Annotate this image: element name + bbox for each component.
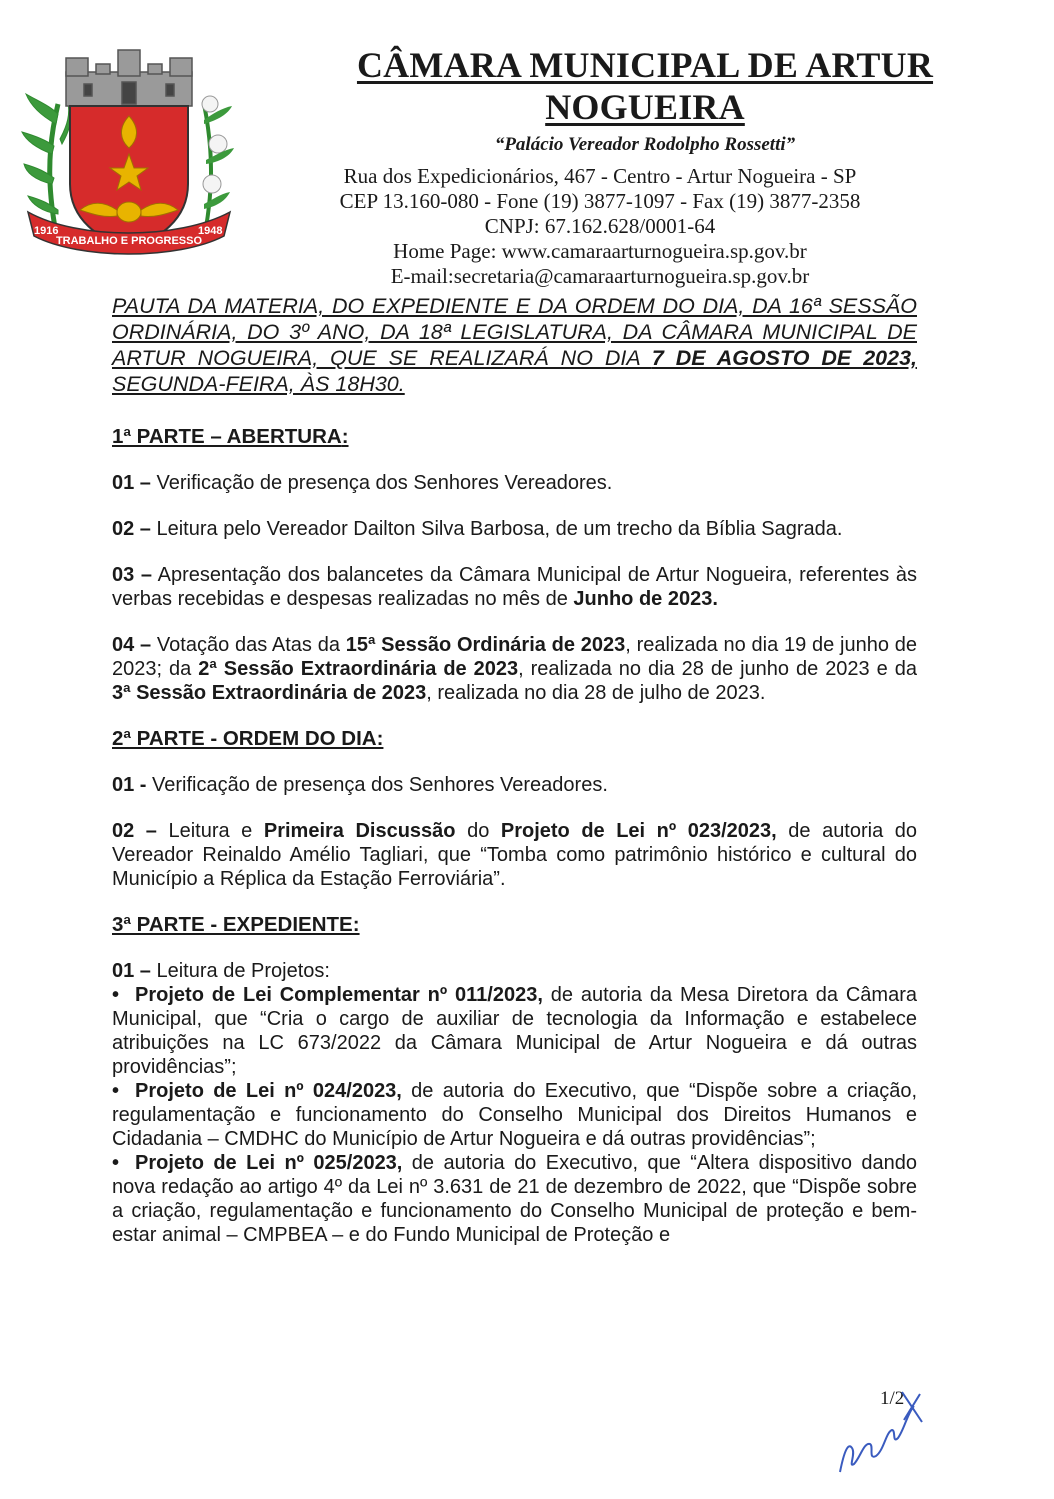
address-line: Rua dos Expedicionários, 467 - Centro - Artur Nogueira - SP: [343, 164, 857, 188]
motto-right-year: 1948: [198, 225, 223, 237]
motto-left-year: 1916: [34, 225, 59, 237]
bullet-icon: •: [112, 984, 120, 1006]
item-number: 03 –: [112, 564, 153, 586]
item-bold-text: Junho de 2023.: [573, 588, 718, 610]
bill-description: de autoria do Executivo, que “Altera dispositivo dando nova redação ao artigo 4º da Lei nº 3.631 de 21 de dezembro de 2022, que “Dispõe sobre a criação, regulamentação e funcionamento do Conselho Municipal de proteção e bem-estar animal – CMPBEA – e do Fundo Municipal de Proteção e: [112, 1152, 917, 1246]
agenda-title-line: PAUTA DA MATERIA, DO EXPEDIENTE E DA ORDEM DO DIA, DA 16ª SESSÃO: [112, 294, 917, 318]
item-number: 01 –: [112, 960, 151, 982]
bill-list-item: [112, 1079, 917, 1151]
part1-heading-colon: :: [341, 425, 349, 448]
part1-heading-text: 1ª PARTE – ABERTURA: [112, 425, 342, 448]
item-bold-text: 3ª Sessão Extraordinária de 2023: [112, 682, 427, 704]
bill-description: de autoria da Mesa Diretora da Câmara Municipal, que “Cria o cargo de auxiliar de tecnologia da Informação e estabelece atribuições na LC 673/2022 da Câmara Municipal de Artur Nogueira e dá outras providências”;: [112, 984, 917, 1078]
agenda-title-text: ARTUR NOGUEIRA, QUE SE REALIZARÁ NO DIA: [112, 346, 652, 370]
bill-list-item: [112, 983, 917, 1079]
item-text: Verificação de presença dos Senhores Vereadores.: [146, 774, 608, 796]
part2-item-1: [112, 773, 917, 797]
item-text: do: [455, 820, 501, 842]
part1-item-4: [112, 633, 917, 705]
bill-description: de autoria do Executivo, que “Dispõe sobre a criação, regulamentação e funcionamento do Conselho Municipal dos Direitos Humanos e Cidadania – CMDHC do Município de Artur Nogueira e dá outras providências”;: [112, 1080, 918, 1150]
item-text: , realizada no dia 28 de junho de 2023 e da: [518, 658, 917, 680]
item-number: 01 -: [112, 774, 147, 796]
part2-item-2: [112, 819, 917, 891]
document-body: [112, 293, 917, 1247]
item-bold-text: 15ª Sessão Ordinária de 2023: [345, 634, 626, 656]
organization-title: CÂMARA MUNICIPAL DE ARTUR NOGUEIRA: [356, 45, 934, 127]
letterhead: [255, 44, 1035, 289]
motto-text: TRABALHO E PROGRESSO: [55, 235, 203, 247]
session-date: 7 DE AGOSTO DE 2023,: [651, 346, 917, 370]
item-text: de autoria do Vereador Reinaldo Amélio Tagliari, que “Tomba como patrimônio histórico e cultural do Município a Réplica da Estação Ferroviária”.: [112, 820, 918, 890]
item-bold-text: 2ª Sessão Extraordinária de 2023: [198, 658, 519, 680]
item-text: Leitura de Projetos:: [150, 960, 330, 982]
agenda-title-line: [112, 345, 917, 371]
homepage-line: Home Page: www.camaraarturnogueira.sp.gov.br: [393, 239, 807, 263]
item-text: Leitura pelo Vereador Dailton Silva Barbosa, de um trecho da Bíblia Sagrada.: [150, 518, 843, 540]
contact-line: CEP 13.160-080 - Fone (19) 3877-1097 - Fax (19) 3877-2358: [339, 189, 861, 213]
bill-number: Projeto de Lei Complementar nº 011/2023,: [135, 984, 543, 1006]
part3-heading: 3ª PARTE - EXPEDIENTE:: [112, 913, 360, 936]
agenda-title-line: ORDINÁRIA, DO 3º ANO, DA 18ª LEGISLATURA, DA CÂMARA MUNICIPAL DE: [112, 320, 917, 344]
item-text: , realizada no dia 19 de junho de 2023; da: [112, 634, 918, 680]
part1-item-3: [112, 563, 917, 611]
item-number: 01 –: [112, 472, 151, 494]
palace-name: “Palácio Vereador Rodolpho Rossetti”: [494, 134, 796, 155]
part2-heading: 2ª PARTE - ORDEM DO DIA:: [112, 727, 384, 750]
item-bold-text: Primeira Discussão: [263, 820, 456, 842]
item-text: Votação das Atas da: [151, 634, 346, 656]
page-number: 1/2: [880, 1388, 905, 1409]
part1-item-1: [112, 471, 917, 495]
agenda-title: [112, 293, 917, 397]
part1-item-2: [112, 517, 917, 541]
item-bold-text: Projeto de Lei nº 023/2023,: [500, 820, 777, 842]
item-text: Verificação de presença dos Senhores Vereadores.: [150, 472, 613, 494]
item-text: , realizada no dia 28 de julho de 2023.: [426, 682, 766, 704]
item-text: Apresentação dos balancetes da Câmara Municipal de Artur Nogueira, referentes às verbas recebidas e despesas realizadas no mês de: [112, 564, 917, 610]
handwritten-initials: [830, 1372, 930, 1482]
bill-number: Projeto de Lei nº 025/2023,: [135, 1152, 403, 1174]
part3-item-1: [112, 959, 917, 983]
email-line: E-mail:secretaria@camaraarturnogueira.sp.gov.br: [390, 264, 810, 288]
item-text: Leitura e: [156, 820, 264, 842]
bullet-icon: •: [112, 1080, 120, 1102]
item-number: 02 –: [112, 820, 157, 842]
item-number: 02 –: [112, 518, 151, 540]
bullet-icon: •: [112, 1152, 120, 1174]
bill-number: Projeto de Lei nº 024/2023,: [135, 1080, 402, 1102]
item-number: 04 –: [112, 634, 152, 656]
part1-heading: [112, 425, 917, 449]
castle-crown-icon: [66, 50, 192, 106]
cnpj-line: CNPJ: 67.162.628/0001-64: [484, 214, 716, 238]
agenda-title-line: SEGUNDA-FEIRA, ÀS 18H30.: [112, 372, 405, 396]
bill-list-item: [112, 1151, 917, 1247]
